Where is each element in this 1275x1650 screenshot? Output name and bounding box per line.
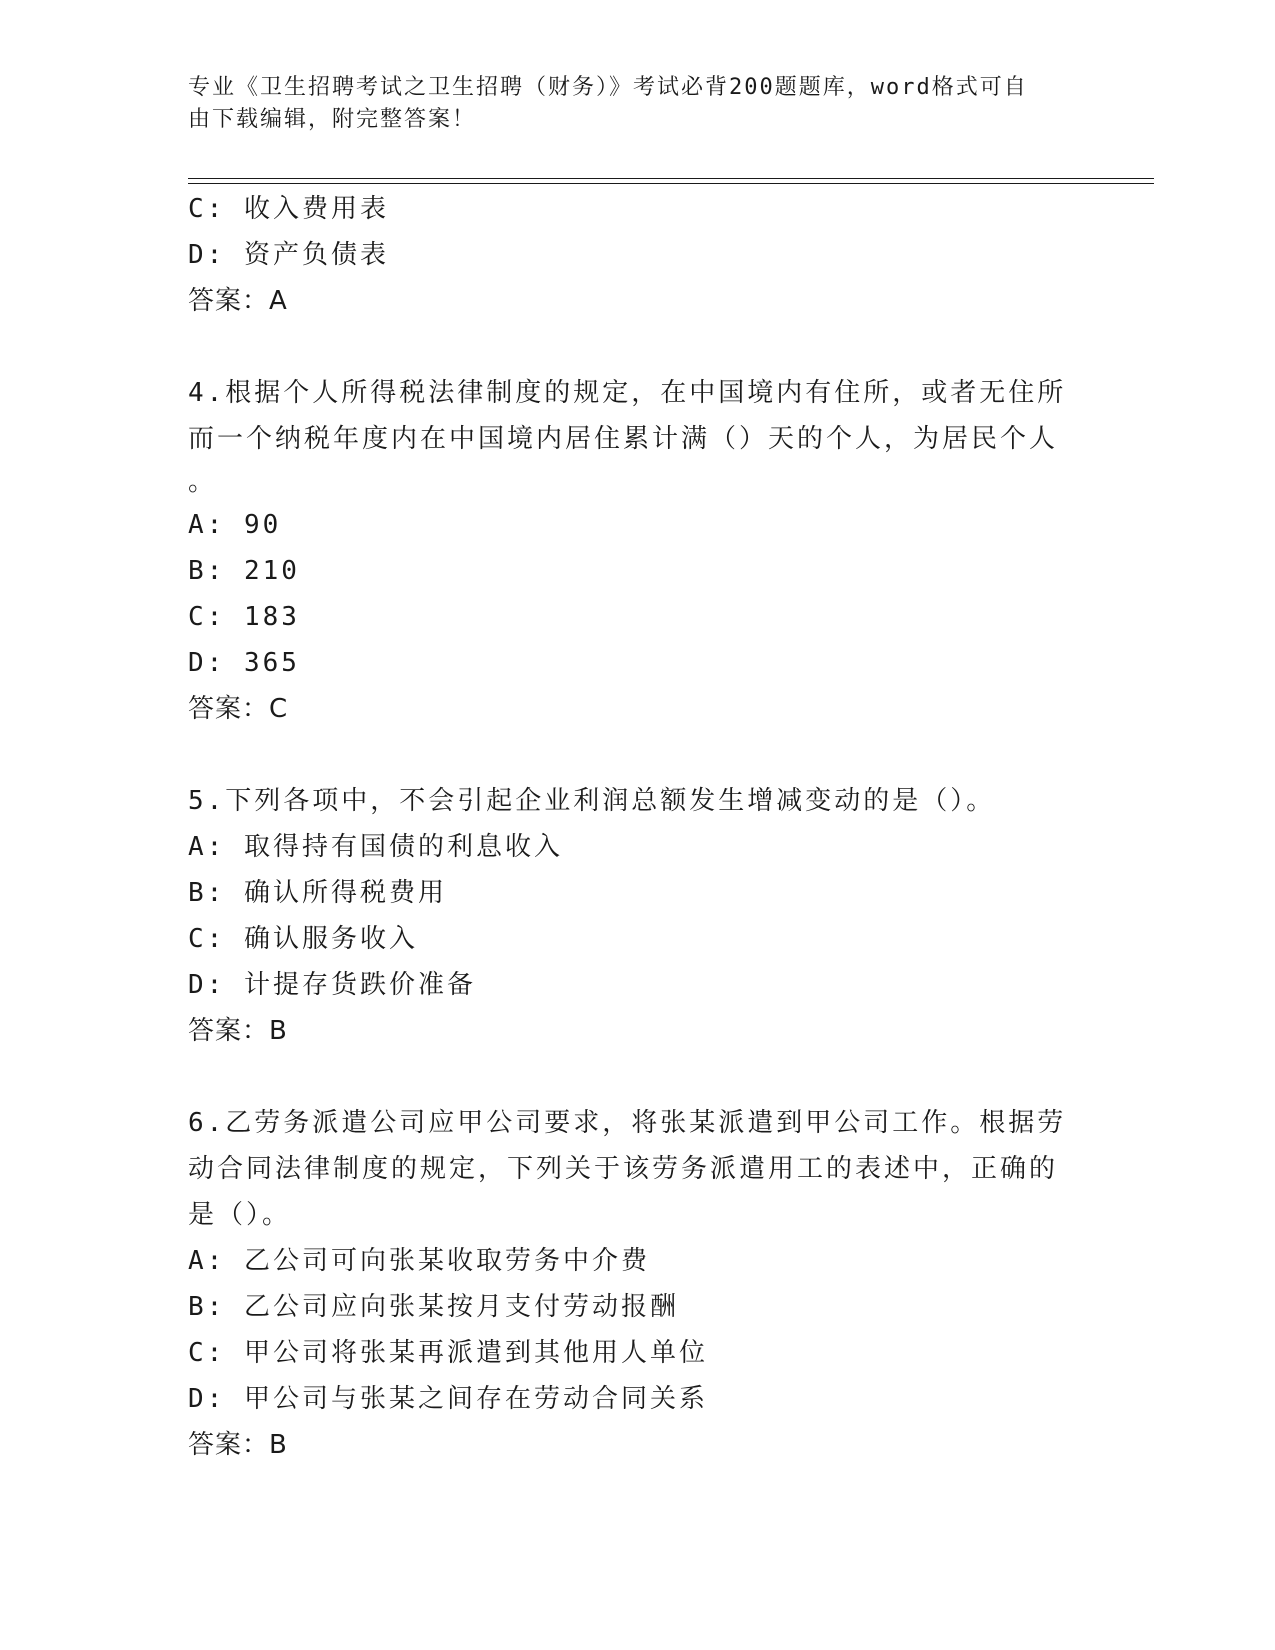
question-3 <box>188 186 1068 324</box>
question-stem-line: 6.乙劳务派遣公司应甲公司要求，将张某派遣到甲公司工作。根据劳 <box>188 1108 1067 1138</box>
document-header <box>188 72 1068 136</box>
document-body <box>188 186 1068 1468</box>
answer: 答案：B <box>188 1016 288 1046</box>
header-divider-top <box>188 178 1154 179</box>
option-a: A: 90 <box>188 510 282 540</box>
answer: 答案：B <box>188 1430 288 1460</box>
answer: 答案：A <box>188 286 288 316</box>
question-5 <box>188 778 1068 1054</box>
question-4 <box>188 370 1068 732</box>
spacer <box>188 732 1068 778</box>
question-stem-line: 而一个纳税年度内在中国境内居住累计满（）天的个人，为居民个人 <box>188 424 1059 454</box>
header-line-2: 由下载编辑，附完整答案！ <box>188 107 477 132</box>
question-stem-line: 4.根据个人所得税法律制度的规定，在中国境内有住所，或者无住所 <box>188 378 1067 408</box>
option-d: D: 计提存货跌价准备 <box>188 970 476 1000</box>
spacer <box>188 1054 1068 1100</box>
question-stem-line: 动合同法律制度的规定，下列关于该劳务派遣用工的表述中，正确的 <box>188 1154 1059 1184</box>
option-a: A: 取得持有国债的利息收入 <box>188 832 563 862</box>
option-c: C: 收入费用表 <box>188 194 389 224</box>
option-d: D: 资产负债表 <box>188 240 389 270</box>
question-stem-line: 是（）。 <box>188 1200 292 1230</box>
header-divider-bottom <box>188 183 1154 184</box>
option-c: C: 甲公司将张某再派遣到其他用人单位 <box>188 1338 708 1368</box>
option-d: D: 甲公司与张某之间存在劳动合同关系 <box>188 1384 708 1414</box>
option-c: C: 确认服务收入 <box>188 924 418 954</box>
option-b: B: 确认所得税费用 <box>188 878 447 908</box>
option-c: C: 183 <box>188 602 300 632</box>
option-b: B: 210 <box>188 556 300 586</box>
option-a: A: 乙公司可向张某收取劳务中介费 <box>188 1246 650 1276</box>
question-stem-line: 5.下列各项中，不会引起企业利润总额发生增减变动的是（）。 <box>188 786 996 816</box>
question-6 <box>188 1100 1068 1468</box>
answer: 答案：C <box>188 694 289 724</box>
option-d: D: 365 <box>188 648 300 678</box>
question-stem-line: 。 <box>188 467 218 497</box>
option-b: B: 乙公司应向张某按月支付劳动报酬 <box>188 1292 679 1322</box>
spacer <box>188 324 1068 370</box>
header-line-1: 专业《卫生招聘考试之卫生招聘（财务）》考试必背200题题库，word格式可自 <box>188 75 1028 100</box>
